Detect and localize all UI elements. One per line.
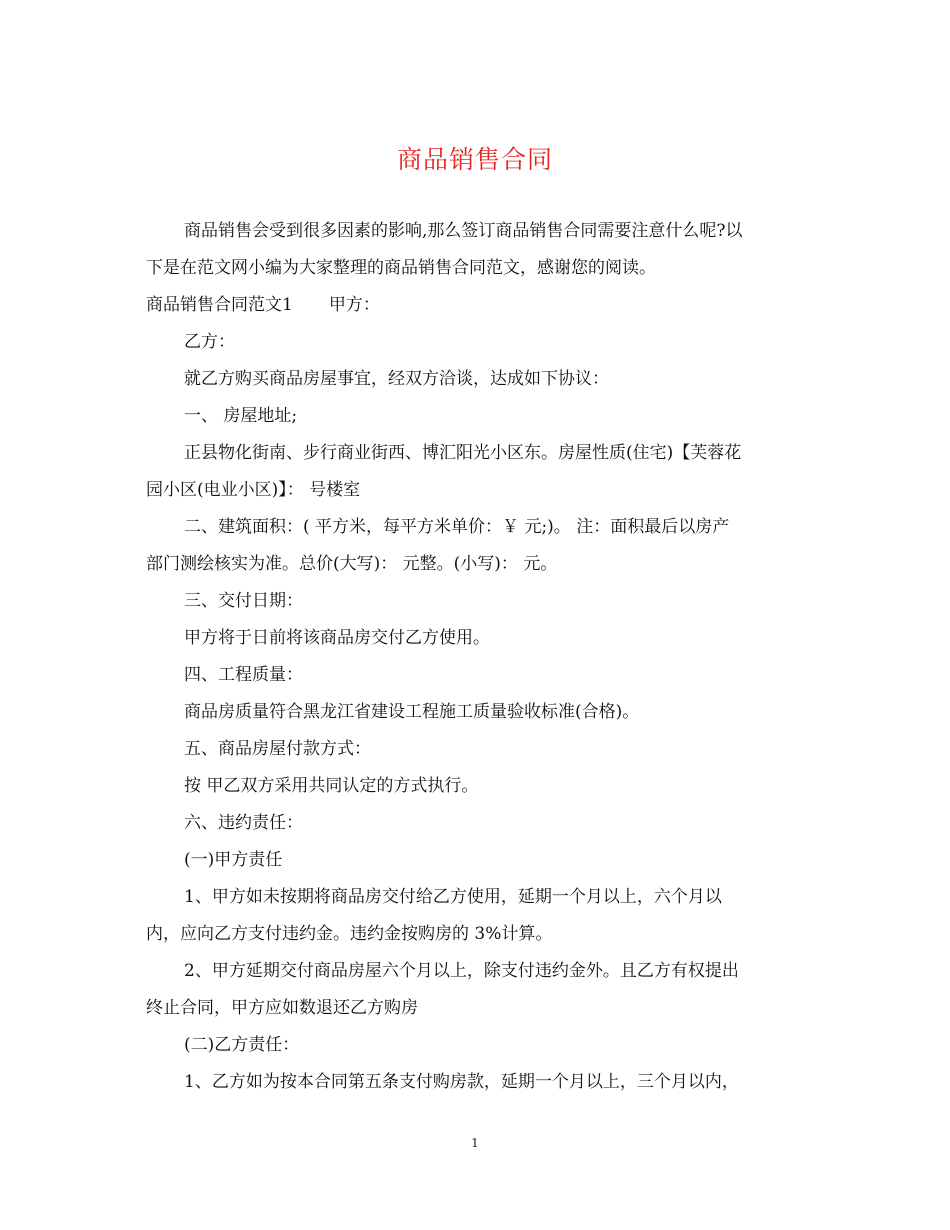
- liability-a1-line-1: 1、甲方如未按期将商品房交付给乙方使用，延期一个月以上，六个月以: [184, 887, 722, 907]
- page-number: 1: [471, 1136, 479, 1150]
- sample-heading: 商品销售合同范文1: [146, 295, 293, 315]
- liability-b1-line-1: 1、乙方如为按本合同第五条支付购房款，延期一个月以上，三个月以内，: [184, 1072, 739, 1092]
- address-line-1: 正县物化街南、步行商业街西、博汇阳光小区东。房屋性质(住宅)【芙蓉花: [184, 443, 742, 463]
- sample-heading-row: [146, 287, 806, 324]
- payment-text: 按 甲乙双方采用共同认定的方式执行。: [184, 776, 479, 796]
- area-line-1: 二、建筑面积：( 平方米，每平方米单价：￥ 元;)。 注：面积最后以房产: [184, 517, 730, 537]
- section-5-heading: 五、商品房屋付款方式：: [184, 739, 371, 759]
- party-b-label: 乙方：: [184, 332, 235, 352]
- liability-a1-line-2: 内，应向乙方支付违约金。违约金按购房的 3%计算。: [146, 924, 553, 944]
- address-line-2: 园小区(电业小区)】： 号楼室: [146, 480, 361, 500]
- delivery-text: 甲方将于日前将该商品房交付乙方使用。: [184, 628, 490, 648]
- intro-line-2: 下是在范文网小编为大家整理的商品销售合同范文，感谢您的阅读。: [146, 258, 656, 278]
- party-a-label: 甲方：: [328, 295, 380, 315]
- section-6-heading: 六、违约责任：: [184, 813, 303, 833]
- intro-line-1: 商品销售会受到很多因素的影响,那么签订商品销售合同需要注意什么呢?以: [184, 221, 743, 241]
- quality-text: 商品房质量符合黑龙江省建设工程施工质量验收标准(合格)。: [184, 702, 640, 722]
- document-body: [146, 213, 806, 1101]
- liability-a2-line-1: 2、甲方延期交付商品房屋六个月以上，除支付违约金外。且乙方有权提出: [184, 961, 739, 981]
- party-a-liability-heading: (一)甲方责任: [184, 850, 283, 870]
- section-1-heading: 一、 房屋地址;: [184, 406, 298, 426]
- agreement-intro: 就乙方购买商品房屋事宜，经双方洽谈，达成如下协议：: [184, 369, 609, 389]
- document-title: 商品销售合同: [396, 145, 553, 174]
- liability-a2-line-2: 终止合同，甲方应如数退还乙方购房: [146, 998, 418, 1018]
- section-3-heading: 三、交付日期：: [184, 591, 303, 611]
- party-b-liability-heading: (二)乙方责任：: [184, 1035, 300, 1055]
- section-4-heading: 四、工程质量：: [184, 665, 303, 685]
- area-line-2: 部门测绘核实为准。总价(大写)： 元整。(小写)： 元。: [146, 554, 558, 574]
